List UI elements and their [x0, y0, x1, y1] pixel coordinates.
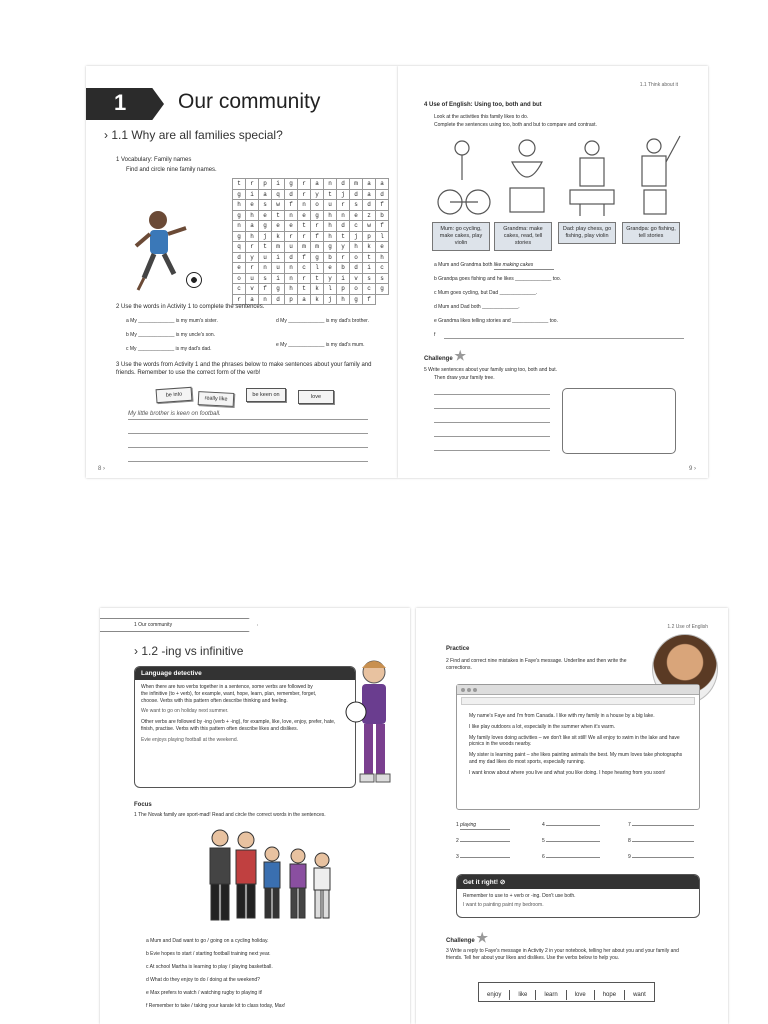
a2-item-b: b My _____________ is my uncle's son.	[126, 332, 216, 338]
grid-letter: k	[311, 284, 324, 295]
grid-letter: y	[246, 253, 259, 264]
grid-letter: h	[233, 200, 246, 211]
activity-box-dad: Dad: play chess, go fishing, play violin	[558, 222, 616, 244]
grid-letter: e	[350, 211, 363, 222]
answer-number: 4	[542, 822, 545, 828]
grid-letter: o	[350, 284, 363, 295]
football-icon	[186, 272, 202, 288]
a4-item-a	[434, 262, 554, 270]
grid-letter: k	[272, 232, 285, 243]
answer-number: 2	[456, 838, 459, 844]
star-icon: ★	[454, 348, 467, 363]
writing-line	[128, 419, 368, 420]
gir-text: Remember to use to + verb or -ing. Don't use both.	[463, 893, 576, 899]
grid-letter: d	[350, 190, 363, 201]
grid-letter: r	[246, 263, 259, 274]
grid-letter: m	[311, 242, 324, 253]
answer-line	[546, 857, 600, 858]
grid-letter: a	[246, 295, 259, 306]
grid-letter: k	[363, 242, 376, 253]
grid-letter: g	[350, 295, 363, 306]
writing-line	[444, 338, 684, 339]
answer-line	[460, 841, 510, 842]
grid-letter: i	[246, 190, 259, 201]
answer-1	[456, 822, 510, 830]
grid-letter: n	[285, 274, 298, 285]
a1-item-c: c At school Martha is learning to play / playing basketball.	[146, 964, 273, 970]
grid-letter: u	[324, 200, 337, 211]
grid-letter: g	[259, 221, 272, 232]
grid-letter: d	[376, 190, 389, 201]
grid-letter: r	[337, 253, 350, 264]
a1-item-f: f Remember to take / taking your karate kit to class today, Max!	[146, 1003, 286, 1009]
grid-letter: c	[350, 221, 363, 232]
girl-with-ball-illustration	[340, 656, 400, 796]
page-number-8: 8 ›	[98, 466, 106, 472]
grid-letter: i	[363, 263, 376, 274]
grid-letter: r	[298, 232, 311, 243]
grid-letter: n	[233, 221, 246, 232]
a4-item-b: b Grandpa goes fishing and he likes _____________ too.	[434, 276, 562, 282]
activity-1-instruction: Find and circle nine family names.	[126, 167, 217, 173]
grid-letter: i	[272, 274, 285, 285]
grid-letter: v	[246, 284, 259, 295]
activity-3-title: 3 Use the words from Activity 1 and the phrases below to make sentences about your family and friends. Remember to use the correct form of the verb!	[116, 362, 372, 376]
grid-letter: k	[311, 295, 324, 306]
panel-example-2: Evie enjoys playing football at the weekend.	[141, 736, 239, 743]
grid-letter: o	[311, 200, 324, 211]
grid-letter: y	[311, 190, 324, 201]
grid-letter: a	[246, 221, 259, 232]
grid-letter: y	[337, 242, 350, 253]
grid-letter: z	[363, 211, 376, 222]
a1-item-d: d What do they enjoy to do / doing at the weekend?	[146, 977, 260, 983]
grid-letter: r	[246, 242, 259, 253]
answer-number: 8	[628, 838, 631, 844]
activity-5-title: 5 Write sentences about your family using too, both and but.	[424, 367, 558, 373]
grid-letter: g	[324, 242, 337, 253]
grid-letter: j	[350, 232, 363, 243]
grid-letter: d	[363, 200, 376, 211]
grid-letter: w	[272, 200, 285, 211]
grid-letter: p	[259, 179, 272, 190]
grid-letter: h	[324, 221, 337, 232]
grid-letter: t	[311, 274, 324, 285]
a4-item-f: f	[434, 332, 436, 338]
grid-letter: h	[350, 242, 363, 253]
verb-hope: hope	[595, 990, 625, 1000]
grid-letter: j	[337, 190, 350, 201]
answer-5	[542, 838, 600, 845]
unit-number: 1	[114, 90, 127, 115]
browser-dot	[473, 688, 477, 692]
grid-letter: f	[363, 295, 376, 306]
verb-learn: learn	[536, 990, 566, 1000]
grid-letter: d	[285, 190, 298, 201]
grid-letter: r	[285, 232, 298, 243]
answer-7	[628, 822, 694, 829]
grid-letter: p	[285, 295, 298, 306]
grid-letter: h	[337, 295, 350, 306]
grid-letter: r	[298, 190, 311, 201]
grid-letter: u	[285, 242, 298, 253]
grid-letter: m	[272, 242, 285, 253]
writing-line	[434, 436, 550, 437]
grid-letter: h	[324, 232, 337, 243]
grid-letter: g	[311, 211, 324, 222]
answer-number: 5	[542, 838, 545, 844]
get-it-right-panel	[456, 874, 700, 918]
novak-family-illustration	[200, 824, 340, 928]
writing-line	[434, 422, 550, 423]
grid-letter: a	[259, 190, 272, 201]
activity-2-title: 2 Use the words in Activity 1 to complete the sentences.	[116, 304, 265, 310]
activity-1-title: 1 The Novak family are sport-mad! Read and circle the correct words in the sentences.	[134, 812, 326, 818]
message-para-1: My name's Faye and I'm from Canada. I like with my family in a house by a big lake.	[469, 713, 655, 719]
writing-line	[434, 450, 550, 451]
family-activities-illustration	[432, 132, 682, 218]
grid-letter: s	[259, 274, 272, 285]
grid-letter: u	[246, 274, 259, 285]
a2-item-a: a My _____________ is my mum's sister.	[126, 318, 218, 324]
section-title-text: 1.2 -ing vs infinitive	[141, 644, 244, 658]
grid-letter: e	[233, 263, 246, 274]
gir-example: I want to painting paint my bedroom.	[463, 901, 544, 908]
grid-letter: y	[324, 274, 337, 285]
answer-number: 6	[542, 854, 545, 860]
verb-like: like	[510, 990, 536, 1000]
answer-line	[632, 825, 694, 826]
grid-letter: f	[376, 221, 389, 232]
unit-title: Our community	[178, 90, 321, 113]
page-8	[86, 66, 398, 478]
grid-letter: m	[350, 179, 363, 190]
panel-title: Get it right!	[463, 879, 499, 886]
grid-letter: d	[350, 263, 363, 274]
challenge-label: Challenge	[424, 356, 453, 362]
a2-item-c: c My _____________ is my dad's dad.	[126, 346, 212, 352]
activity-box-mum: Mum: go cycling, make cakes, play violin	[432, 222, 490, 251]
grid-letter: g	[311, 253, 324, 264]
grid-letter: d	[285, 253, 298, 264]
grid-letter: f	[298, 253, 311, 264]
grid-letter: t	[337, 232, 350, 243]
panel-example-1: We want to go on holiday next summer.	[141, 708, 229, 715]
phrase-chip-be-into: be into	[156, 387, 193, 403]
grid-letter: t	[233, 179, 246, 190]
grid-letter: v	[350, 274, 363, 285]
running-head: 1.2 Use of English	[667, 624, 708, 630]
grid-letter: e	[285, 221, 298, 232]
writing-line	[434, 408, 550, 409]
grid-letter: t	[324, 190, 337, 201]
a2-item-d: d My _____________ is my dad's brother.	[276, 318, 369, 324]
message-para-2: I like play outdoors a lot, especially in the summer when it's warm.	[469, 723, 616, 730]
answer-line	[546, 841, 600, 842]
panel-paragraph-1: When there are two verbs together in a sentence, some verbs are followed by the infinitive (to + verb), for example, want, hope, learn, plan, remember, forget, choose. Verbs with this pattern often describe thinking and feeling.	[141, 684, 317, 704]
grid-letter: t	[298, 284, 311, 295]
answer-8	[628, 838, 694, 845]
writing-line	[434, 394, 550, 395]
grid-letter: t	[272, 211, 285, 222]
grid-letter: w	[363, 221, 376, 232]
activity-4-title: 4 Use of English: Using too, both and but	[424, 102, 542, 108]
grid-letter: j	[259, 232, 272, 243]
grid-letter: n	[298, 200, 311, 211]
a1-item-e: e Max prefers to watch / watching rugby to playing it!	[146, 990, 263, 996]
answer-3	[456, 854, 510, 861]
grid-letter: r	[337, 200, 350, 211]
writing-line	[128, 461, 368, 462]
grid-letter: h	[324, 211, 337, 222]
grid-letter: e	[376, 242, 389, 253]
grid-letter: c	[363, 284, 376, 295]
grid-letter: b	[324, 253, 337, 264]
section-title-text: 1.1 Why are all families special?	[111, 128, 283, 142]
verb-love: love	[567, 990, 595, 1000]
grid-letter: d	[272, 295, 285, 306]
grid-letter: s	[350, 200, 363, 211]
grid-letter: d	[337, 221, 350, 232]
answer-4	[542, 822, 600, 829]
grid-letter: g	[272, 284, 285, 295]
focus-heading: Focus	[134, 802, 152, 808]
page-9	[398, 66, 708, 478]
grid-letter: n	[285, 263, 298, 274]
activity-box-grandma: Grandma: make cakes, read, tell stories	[494, 222, 552, 251]
grid-letter: g	[233, 190, 246, 201]
grid-letter: u	[272, 263, 285, 274]
grid-letter: f	[376, 200, 389, 211]
answer-number: 3	[456, 854, 459, 860]
phrase-chip-love: love	[298, 390, 334, 404]
grid-letter: r	[233, 295, 246, 306]
grid-letter: f	[259, 284, 272, 295]
grid-letter: l	[376, 232, 389, 243]
tick-icon: ⊘	[499, 879, 506, 886]
browser-window	[456, 684, 700, 810]
a4-instruction-2: Complete the sentences using too, both and but to compare and contrast.	[434, 122, 597, 128]
grid-letter: n	[259, 295, 272, 306]
grid-letter: u	[259, 253, 272, 264]
a4-instruction-1: Look at the activities this family likes to do.	[434, 114, 529, 120]
grid-letter: i	[272, 179, 285, 190]
grid-letter: q	[272, 190, 285, 201]
activity-3-title: 3 Write a reply to Faye's message in Activity 2 in your notebook, telling her about you and your family and friends. Tell her about your likes and dislikes. Use the verbs below to help you.	[446, 948, 679, 961]
grid-letter: d	[233, 253, 246, 264]
grid-letter: s	[376, 274, 389, 285]
browser-dot	[461, 688, 465, 692]
practice-heading: Practice	[446, 646, 470, 652]
activity-5-subtitle: Then draw your family tree.	[434, 375, 495, 381]
grid-letter: q	[233, 242, 246, 253]
grid-letter: m	[298, 242, 311, 253]
page-11	[416, 608, 728, 1024]
a4-item-d: d Mum and Dad both _____________.	[434, 304, 520, 310]
grid-letter: h	[285, 284, 298, 295]
grid-letter: o	[233, 274, 246, 285]
a4-item-c: c Mum goes cycling, but Dad _____________.	[434, 290, 538, 296]
message-para-3: My family loves doing activities – we don't like sit still! We all enjoy to swim in the lake and have picnics in the woods nearby.	[469, 734, 680, 748]
panel-title-row	[457, 875, 699, 889]
grid-letter: r	[298, 179, 311, 190]
writing-line	[128, 447, 368, 448]
running-head: 1 Our community	[134, 622, 173, 628]
grid-letter: n	[337, 211, 350, 222]
star-icon: ★	[476, 930, 489, 945]
grid-letter: f	[285, 200, 298, 211]
verb-want: want	[633, 992, 646, 998]
grid-letter: i	[337, 274, 350, 285]
grid-letter: i	[272, 253, 285, 264]
grid-letter: l	[324, 284, 337, 295]
grid-letter: t	[363, 253, 376, 264]
grid-letter: h	[246, 211, 259, 222]
grid-letter: p	[363, 232, 376, 243]
running-head-tab	[100, 618, 258, 632]
a2-item-e: e My _____________ is my dad's mum.	[276, 342, 365, 348]
panel-title: Language detective	[135, 667, 355, 680]
grid-letter: n	[324, 179, 337, 190]
grid-letter: h	[246, 232, 259, 243]
grid-letter: r	[246, 179, 259, 190]
grid-letter: p	[337, 284, 350, 295]
a4-item-e: e Grandma likes telling stories and _____________ too.	[434, 318, 558, 324]
challenge-heading	[446, 930, 488, 947]
grid-letter: s	[363, 274, 376, 285]
a3-example-sentence: My little brother is keen on football.	[128, 411, 221, 417]
grid-letter: f	[311, 232, 324, 243]
grid-letter: b	[337, 263, 350, 274]
grid-letter: g	[285, 179, 298, 190]
grid-letter: n	[259, 263, 272, 274]
grid-letter: b	[376, 211, 389, 222]
page-number-9: 9 ›	[688, 466, 696, 472]
grid-letter: t	[298, 221, 311, 232]
activity-1-title: 1 Vocabulary: Family names	[116, 157, 192, 163]
grid-letter: a	[311, 179, 324, 190]
grid-letter: s	[259, 200, 272, 211]
section-title: › 1.1 Why are all families special?	[104, 128, 283, 142]
answer-6	[542, 854, 600, 861]
grid-letter: o	[350, 253, 363, 264]
challenge-label: Challenge	[446, 938, 475, 944]
activity-2-title: 2 Find and correct nine mistakes in Faye's message. Underline and then write the corrections.	[446, 658, 627, 671]
challenge-heading	[424, 348, 466, 365]
browser-dot	[467, 688, 471, 692]
language-detective-panel	[134, 666, 356, 788]
section-title: › 1.2 -ing vs infinitive	[134, 644, 244, 658]
grid-letter: g	[233, 232, 246, 243]
grid-letter: e	[246, 200, 259, 211]
answer-2	[456, 838, 510, 845]
answer-line	[632, 857, 694, 858]
grid-letter: h	[376, 253, 389, 264]
grid-letter: a	[298, 295, 311, 306]
grid-letter: a	[363, 190, 376, 201]
a4-answer: like making cakes	[494, 262, 554, 270]
grid-letter: t	[259, 242, 272, 253]
grid-letter: r	[298, 274, 311, 285]
grid-letter: e	[272, 221, 285, 232]
grid-letter: a	[376, 179, 389, 190]
grid-letter: g	[233, 211, 246, 222]
grid-letter: e	[324, 263, 337, 274]
grid-letter: c	[233, 284, 246, 295]
page-10	[100, 608, 410, 1024]
a1-item-a: a Mum and Dad want to go / going on a cycling holiday.	[146, 938, 269, 944]
phrase-chip-really-like: really like	[198, 391, 235, 407]
grid-letter: l	[311, 263, 324, 274]
grid-letter: g	[376, 284, 389, 295]
running-head: 1.1 Think about it	[639, 82, 678, 88]
answer-number: 1	[456, 822, 459, 828]
grid-letter: d	[337, 179, 350, 190]
grid-letter: c	[376, 263, 389, 274]
answer-line	[460, 857, 510, 858]
answer-1-value: playing	[460, 822, 510, 830]
grid-letter: e	[298, 211, 311, 222]
grid-letter: r	[311, 221, 324, 232]
writing-line	[128, 433, 368, 434]
a1-item-b: b Evie hopes to start / starting football training next year.	[146, 951, 271, 957]
browser-toolbar	[457, 685, 699, 695]
answer-line	[546, 825, 600, 826]
activity-box-grandpa: Grandpa: go fishing, tell stories	[622, 222, 680, 244]
grid-letter: e	[259, 211, 272, 222]
verb-enjoy: enjoy	[479, 990, 510, 1000]
panel-paragraph-2: Other verbs are followed by -ing (verb + -ing), for example, like, love, enjoy, prefer, hate, finish, practise. Verbs with this pattern often describe likes and dislikes.	[141, 719, 336, 732]
message-para-5: I want know about where you live and what you like doing. I hope hearing from you soon!	[469, 769, 666, 776]
answer-number: 7	[628, 822, 631, 828]
family-tree-box	[562, 388, 676, 454]
grid-letter: c	[298, 263, 311, 274]
verb-box	[478, 982, 655, 1002]
grid-letter: j	[324, 295, 337, 306]
browser-address-bar	[461, 697, 695, 705]
grid-letter: n	[285, 211, 298, 222]
word-search-grid	[232, 178, 389, 305]
a4-item-a-text: a Mum and Grandma both	[434, 262, 493, 268]
grid-letter: a	[363, 179, 376, 190]
message-para-4: My sister is learning paint – she likes painting animals the best. My mum loves take photographs and my dad likes do most sports, especially running.	[469, 752, 683, 765]
answer-line	[632, 841, 694, 842]
answer-9	[628, 854, 694, 861]
phrase-chip-be-keen-on: be keen on	[246, 388, 286, 402]
answer-number: 9	[628, 854, 631, 860]
